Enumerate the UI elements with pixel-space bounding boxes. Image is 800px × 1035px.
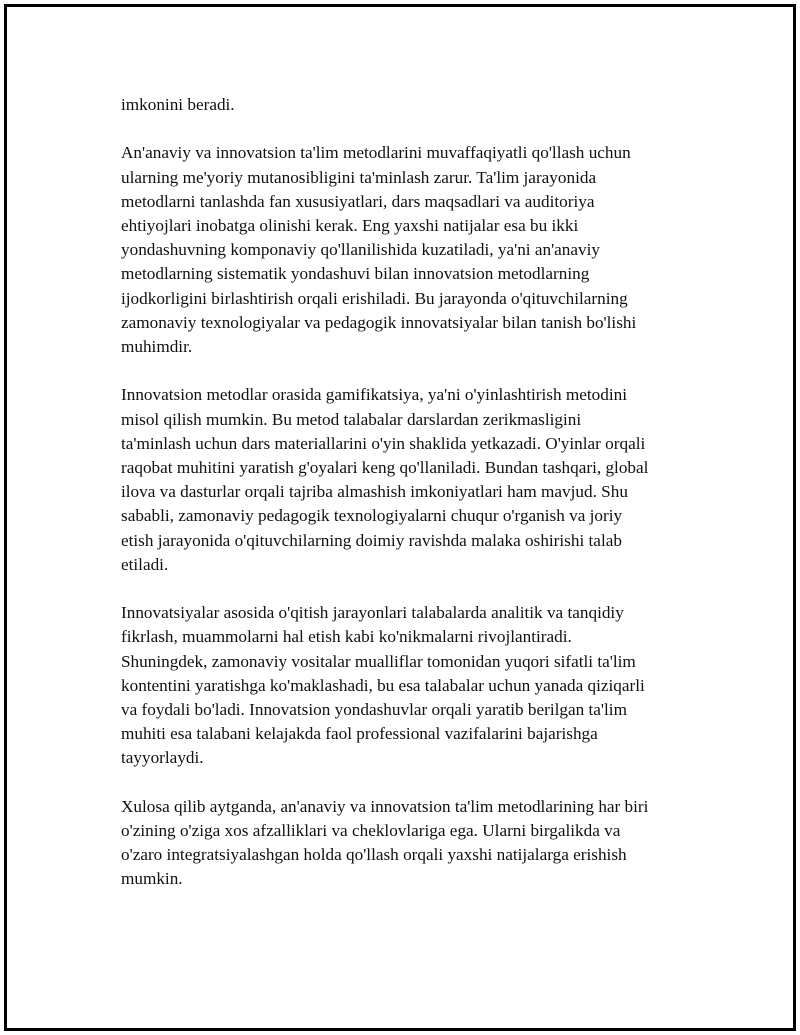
text-line: Innovatsion metodlar orasida gamifikatsiya, ya'ni o'yinlashtirish metodini [121,385,627,405]
text-line: An'anaviy va innovatsion ta'lim metodlarini muvaffaqiyatli qo'llash uchun [121,143,631,163]
text-line: ilova va dasturlar orqali tajriba almashish imkoniyatlari ham mavjud. Shu [121,482,628,502]
text-line: ijodkorligini birlashtirish orqali erishiladi. Bu jarayonda o'qituvchilarning [121,288,628,308]
text-line: metodlarni tanlashda fan xususiyatlari, dars maqsadlari va auditoriya [121,191,595,211]
text-line: ularning me'yoriy mutanosibligini ta'minlash zarur. Ta'lim jarayonida [121,167,597,187]
text-line: Innovatsiyalar asosida o'qitish jarayonlari talabalarda analitik va tanqidiy [121,603,624,623]
text-line: imkonini beradi. [121,95,235,114]
text-line: kontentini yaratishga ko'maklashadi, bu esa talabalar uchun yanada qiziqarli [121,675,645,695]
text-line: etish jarayonida o'qituvchilarning doimiy ravishda malaka oshirishi talab [121,530,622,550]
paragraph-conclusion [121,795,696,892]
paragraph-intro [121,93,696,117]
text-line: o'zining o'ziga xos afzalliklari va cheklovlariga ega. Ularni birgalikda va [121,821,621,841]
text-line: Xulosa qilib aytganda, an'anaviy va innovatsion ta'lim metodlarining har biri [121,796,649,816]
text-line: yondashuvning komponaviy qo'llanilishida kuzatiladi, ya'ni an'anaviy [121,240,600,260]
text-line: zamonaviy texnologiyalar va pedagogik innovatsiyalar bilan tanish bo'lishi [121,312,637,332]
document-body [121,93,696,916]
text-line: fikrlash, muammolarni hal etish kabi ko'nikmalarni rivojlantiradi. [121,627,572,647]
text-line: metodlarning sistematik yondashuvi bilan innovatsion metodlarning [121,264,590,284]
paragraph-balance-methods [121,141,696,359]
text-line: sababli, zamonaviy pedagogik texnologiyalarni chuqur o'rganish va joriy [121,506,623,526]
text-line: o'zaro integratsiyalashgan holda qo'llash orqali yaxshi natijalarga erishish [121,845,627,865]
text-line: tayyorlaydi. [121,748,204,768]
paragraph-innovation-skills [121,601,696,770]
text-line: etiladi. [121,554,169,574]
text-line: Shuningdek, zamonaviy vositalar mualliflar tomonidan yuqori sifatli ta'lim [121,651,636,671]
text-line: ehtiyojlari inobatga olinishi kerak. Eng yaxshi natijalar esa bu ikki [121,216,579,235]
text-line: ta'minlash uchun dars materiallarini o'yin shaklida yetkazadi. O'yinlar orqali [121,433,646,453]
text-line: va foydali bo'ladi. Innovatsion yondashuvlar orqali yaratib berilgan ta'lim [121,700,627,720]
text-line: misol qilish mumkin. Bu metod talabalar darslardan zerikmasligini [121,409,582,429]
page-border [4,4,796,1031]
paragraph-gamification [121,383,696,577]
text-line: muhimdir. [121,337,193,357]
text-line: mumkin. [121,869,183,889]
text-line: raqobat muhitini yaratish g'oyalari keng qo'llaniladi. Bundan tashqari, global [121,458,649,478]
text-line: muhiti esa talabani kelajakda faol professional vazifalarini bajarishga [121,724,598,744]
